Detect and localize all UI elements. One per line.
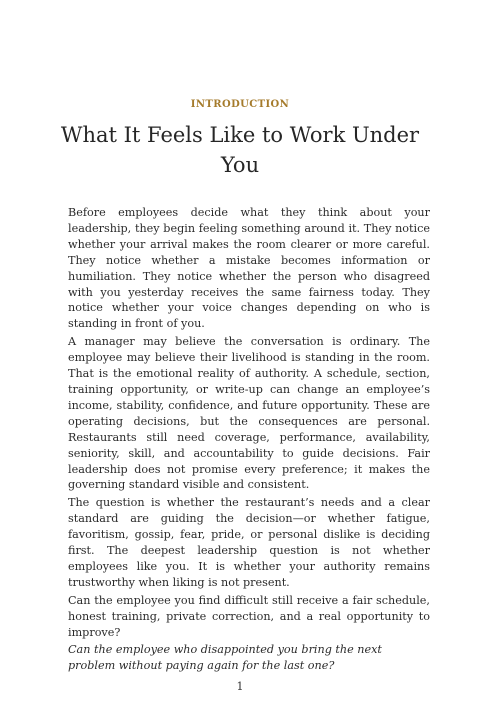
body-paragraph: A manager may believe the conversation is ordinary. The employee may believe their livelihood is standing in the room. That is the emotional reality of authority. A schedule, section, training opportunity, or write-up can change an employee’s income, stability, confidence, and future opportunity. These are operating decisions, but the consequences are personal. Restaurants still need coverage, performance, availability, seniority, skill, and accountability to guide decisions. Fair leadership does not promise every preference; it makes the governing standard visible and consistent. [68, 335, 430, 492]
page-number: 1 [236, 680, 244, 693]
body-paragraph: Before employees decide what they think about your leadership, they begin feeling something around it. They notice whether your arrival makes the room clearer or more careful. They notice whether a mistake becomes information or humiliation. They notice whether the person who disagreed with you yesterday receives the same fairness today. They notice whether your voice changes depending on who is standing in front of you. [68, 206, 430, 331]
chapter-title: What It Feels Like to Work Under You [60, 123, 420, 177]
closing-question: Can the employee who disappointed you bring the next problem without paying again for the last one? [68, 643, 382, 673]
body-paragraph: The question is whether the restaurant’s needs and a clear standard are guiding the decision—or whether fatigue, favoritism, gossip, fear, pride, or personal dislike is deciding first. The deepest leadership question is not whether employees like you. It is whether your authority remains trustworthy when liking is not present. [68, 496, 430, 589]
body-paragraph: Can the employee you find difficult still receive a fair schedule, honest training, private correction, and a real opportunity to improve? [68, 593, 430, 639]
chapter-label: INTRODUCTION [190, 99, 290, 110]
chapter-body [68, 205, 430, 676]
